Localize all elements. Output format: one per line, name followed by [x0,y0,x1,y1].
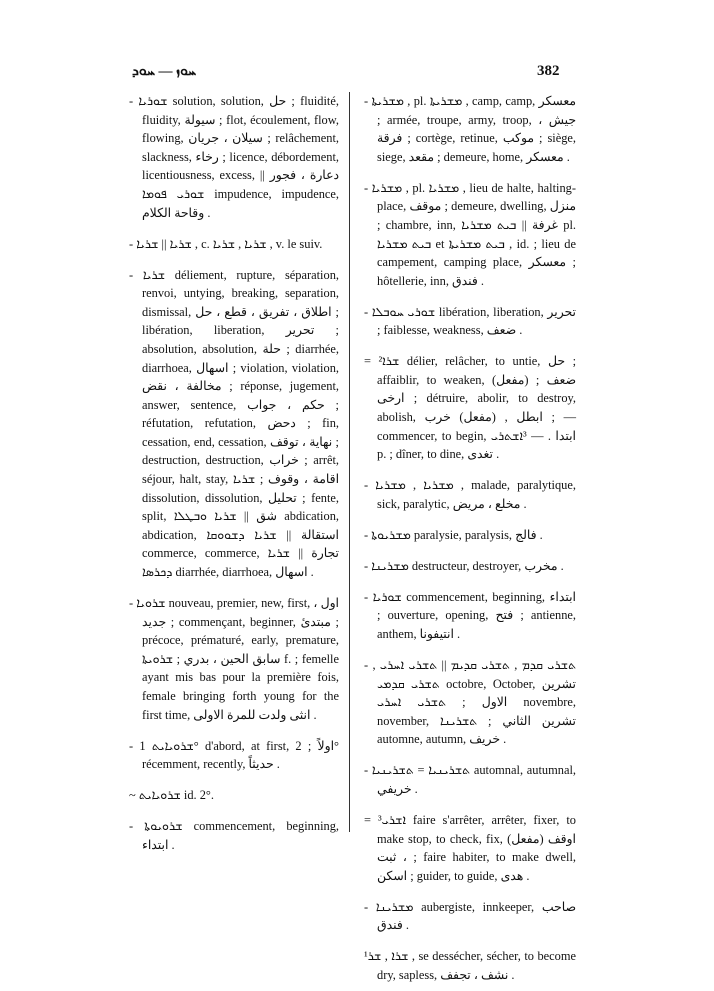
dictionary-entry: - ܫܪܘܝܐܝܬ 1° d'abord, at first, اولاً ; 2° récemment, recently, حديثاً . [129,738,339,772]
left-column [129,92,339,861]
dictionary-entry: ¹ܫܪܐ , ܫܪ , se dessécher, sécher, to become dry, sapless, نشف ، تجفف . [364,949,576,982]
dictionary-entry: - ܫܪܝܐ déliement, rupture, séparation, renvoi, untying, breaking, separation, dismissal, اطلاق ، تفريق ، قطع ، حل ; libération, liberation, تحرير ; absolution, absolution, حلة ; diarrhée, diarrhoea, اسهال ; violation, violation, مخالفة ، نقض ; réponse, jugement, answer, sentence, حكم ، جواب ; réfutation, refutation, دحض ; fin, cessation, end, cessation, نهاية ، توقف ; destruction, destruction, خراب ; arrêt, séjour, halt, stay, اقامة ، وقوف ; ܫܪܝܐ dissolution, dissolution, تحليل ; fente, split, شق || ܫܪܝܐ ܘܒܛܠܐ abdication, abdication, استقالة || ܫܪܝܐ ܕܫܘܘܩܐ commerce, commerce, تجارة || ܫܪܝܐ ܕܟܪܣܐ diarrhée, diarrhoea, اسهال . [129,267,340,580]
dictionary-entry: - ܫܪܘܝܐ nouveau, premier, new, first, اول ، جديد ; commençant, beginner, مبتدئ ; précoce, prématuré, early, premature, سابق الحين ، بدري ; ܫܪܘܝܬܐ f. ; femelle ayant mis bas pour la première fois, female bringing forth young for the first time, انثى ولدت للمرة الاولى . [129,596,339,722]
dictionary-entry: - ܫܘܪܝܐ solution, solution, حل ; fluidité, fluidity, سيولة ; flot, écoulement, flow, flowing, سيلان ، جريان ; relâchement, slackness, رخاء ; licence, débordement, licentiousness, excess, دعارة ، فجور || ܫܘܪܝ ܦܘܡܐ impudence, impudence, وقاحة الكلام . [129,94,339,220]
dictionary-entry: ~ ܫܪܘܝܐܝܬ id. 2°. [129,788,214,803]
dictionary-entry: - ܬܫܪܝ ܩܕܡ , ܬܫܪܝ ܩܕܝܡ || ܬܫܪܝ ܐܚܪܝ , ܬܫܪܝ ܩܕܡܝ octobre, October, تشرين الاول ; ܬܫܪܝ ܐܚܪܝ novembre, november, تشرين الثاني ; ܬܫܪܝܢܐ automne, autumn, خريف . [364,657,576,747]
dictionary-entry: - ܡܫܪܝܬܐ , pl. ܡܫܪܝܬܐ , camp, camp, معسكر ; armée, troupe, army, troop, جيش ، فرقة ; cortège, retinue, موكب ; siège, siege, مقعد ; demeure, home, معسكر . [364,94,577,164]
page-number: 382 [537,63,560,79]
dictionary-entry: - ܫܪܘܝܘܬܐ commencement, beginning, ابتداء . [129,819,339,852]
dictionary-entry: = ³ܐܫܪܝ faire s'arrêter, arrêter, fixer, to make stop, to check, fix, (مفعل) اوقف ، ثبت ; faire habiter, to make dwell, اسكن ; guider, to guide, هدى . [364,812,576,883]
dictionary-entry: - ܡܫܪܝܐ , pl. ܡܫܪܝܐ , lieu de halte, halting-place, موقف ; demeure, dwelling, منزل ; chambre, inn, غرفة || ܒܝܬ ܡܫܪܝܐ pl. ܒܝܬ ܡܫܪܝܐ et ܒܝܬ ܡܫܪܝܬܐ , id. ; lieu de campement, camping place, معسكر ; hôtellerie, inn, فندق . [364,180,576,288]
right-column [364,92,576,991]
running-head: ܚܘܙ — ܚܘܕ [132,64,197,79]
column-divider [349,92,350,832]
dictionary-entry: - ܡܫܪܝܢܐ destructeur, destroyer, مخرب . [364,558,564,573]
dictionary-entry: - ܡܫܪܝܐ , ܡܫܪܝܐ , malade, paralytique, sick, paralytic, مخلع ، مريض . [364,478,576,511]
dictionary-entry: - ܡܫܪܝܘܬܐ paralysie, paralysis, فالج . [364,527,543,542]
dictionary-entry: - ܬܫܪܝܢܝܐ = ܬܫܪܝܢܝܐ automnal, autumnal, خريفي . [364,763,576,796]
dictionary-entry: - ܫܪܝܐ || ܫܪܝܐ , c. ܫܪܝܐ , ܫܪܝܐ , v. le suiv. [129,236,323,251]
dictionary-entry: - ܡܫܪܝܢܐ aubergiste, innkeeper, صاحب فندق . [364,899,576,933]
dictionary-entry: = ²ܫܪܐ délier, relâcher, to untie, حل ; affaiblir, to weaken, (مفعل) ضعف ; ارخى ; détruire, abolir, to destroy, abolish, ابطل , (مفعل) خرب ; — commencer, to begin, ابتدا . — ³ܐܫܬܪܝ p. ; dîner, to dine, تغدى . [364,354,577,462]
dictionary-entry: - ܫܘܪܝ ܚܘܒܠܐ libération, liberation, تحرير ; faiblesse, weakness, ضعف . [364,304,576,338]
dictionary-entry: - ܫܘܪܝܐ commencement, beginning, ابتداء ; ouverture, opening, فتح ; antienne, anthem, انتيفونا . [364,589,576,641]
